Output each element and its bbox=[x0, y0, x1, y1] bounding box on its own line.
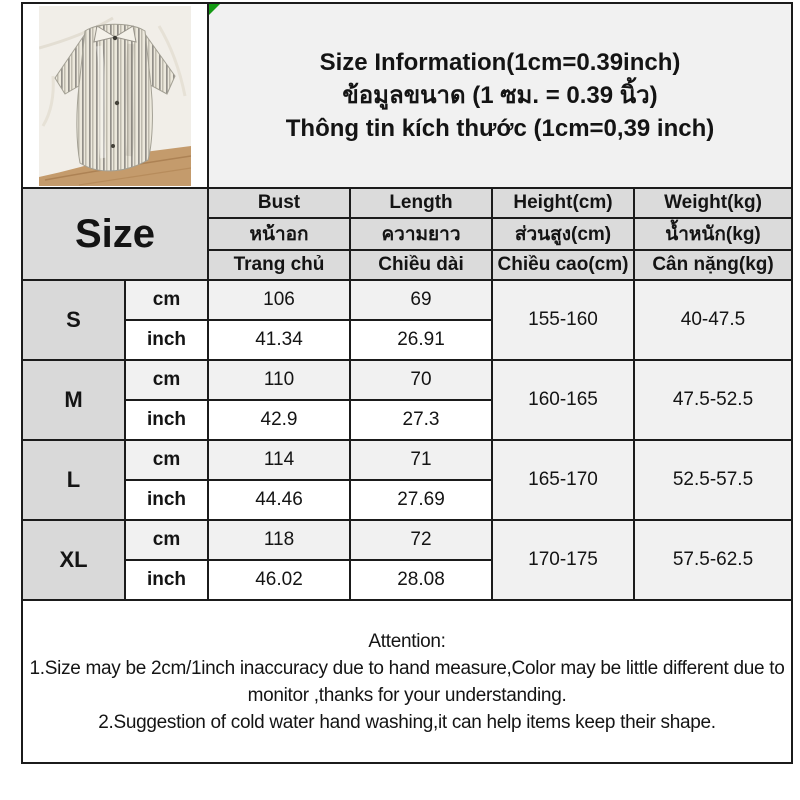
l-weight: 52.5-57.5 bbox=[634, 440, 792, 520]
m-height: 160-165 bbox=[492, 360, 634, 440]
title-thai: ข้อมูลขนาด (1 ซม. = 0.39 นิ้ว) bbox=[342, 82, 658, 109]
size-label-s: S bbox=[22, 280, 125, 360]
size-label-xl: XL bbox=[22, 520, 125, 600]
title-english: Size Information(1cm=0.39inch) bbox=[319, 49, 681, 76]
attention-heading: Attention: bbox=[368, 630, 446, 652]
xl-length-cm: 72 bbox=[350, 520, 492, 560]
l-length-inch: 27.69 bbox=[350, 480, 492, 520]
col-weight-vi: Cân nặng(kg) bbox=[634, 250, 792, 280]
attention-line-2: 2.Suggestion of cold water hand washing,it can help items keep their shape. bbox=[98, 711, 716, 733]
m-bust-inch: 42.9 bbox=[208, 400, 350, 440]
unit-inch: inch bbox=[125, 560, 208, 600]
l-bust-cm: 114 bbox=[208, 440, 350, 480]
product-photo-cell bbox=[22, 3, 208, 188]
s-bust-inch: 41.34 bbox=[208, 320, 350, 360]
size-chart-table bbox=[21, 2, 793, 764]
xl-length-inch: 28.08 bbox=[350, 560, 492, 600]
col-height-vi: Chiều cao(cm) bbox=[492, 250, 634, 280]
s-weight: 40-47.5 bbox=[634, 280, 792, 360]
l-length-cm: 71 bbox=[350, 440, 492, 480]
s-length-inch: 26.91 bbox=[350, 320, 492, 360]
unit-cm: cm bbox=[125, 440, 208, 480]
m-length-inch: 27.3 bbox=[350, 400, 492, 440]
col-length-en: Length bbox=[350, 188, 492, 218]
col-length-th: ความยาว bbox=[350, 218, 492, 250]
col-bust-th: หน้าอก bbox=[208, 218, 350, 250]
attention-note-cell bbox=[22, 600, 792, 763]
unit-inch: inch bbox=[125, 400, 208, 440]
xl-bust-cm: 118 bbox=[208, 520, 350, 560]
unit-cm: cm bbox=[125, 520, 208, 560]
size-header-cell: Size bbox=[22, 188, 208, 280]
l-bust-inch: 44.46 bbox=[208, 480, 350, 520]
title-vietnamese: Thông tin kích thước (1cm=0,39 inch) bbox=[285, 115, 715, 142]
col-height-th: ส่วนสูง(cm) bbox=[492, 218, 634, 250]
size-label-m: M bbox=[22, 360, 125, 440]
l-height: 165-170 bbox=[492, 440, 634, 520]
unit-inch: inch bbox=[125, 320, 208, 360]
col-height-en: Height(cm) bbox=[492, 188, 634, 218]
col-weight-th: น้ำหนัก(kg) bbox=[634, 218, 792, 250]
m-length-cm: 70 bbox=[350, 360, 492, 400]
product-photo bbox=[39, 6, 191, 186]
striped-shirt-illustration bbox=[39, 6, 191, 186]
s-height: 155-160 bbox=[492, 280, 634, 360]
unit-cm: cm bbox=[125, 280, 208, 320]
col-bust-en: Bust bbox=[208, 188, 350, 218]
size-label-l: L bbox=[22, 440, 125, 520]
unit-cm: cm bbox=[125, 360, 208, 400]
m-bust-cm: 110 bbox=[208, 360, 350, 400]
xl-weight: 57.5-62.5 bbox=[634, 520, 792, 600]
unit-inch: inch bbox=[125, 480, 208, 520]
col-bust-vi: Trang chủ bbox=[208, 250, 350, 280]
s-length-cm: 69 bbox=[350, 280, 492, 320]
title-cell bbox=[208, 3, 792, 188]
xl-bust-inch: 46.02 bbox=[208, 560, 350, 600]
col-weight-en: Weight(kg) bbox=[634, 188, 792, 218]
m-weight: 47.5-52.5 bbox=[634, 360, 792, 440]
green-corner-marker-icon bbox=[209, 4, 220, 15]
s-bust-cm: 106 bbox=[208, 280, 350, 320]
col-length-vi: Chiều dài bbox=[350, 250, 492, 280]
attention-line-1: 1.Size may be 2cm/1inch inaccuracy due to hand measure,Color may be little different due to monitor ,thanks for your understanding. bbox=[29, 657, 785, 706]
xl-height: 170-175 bbox=[492, 520, 634, 600]
